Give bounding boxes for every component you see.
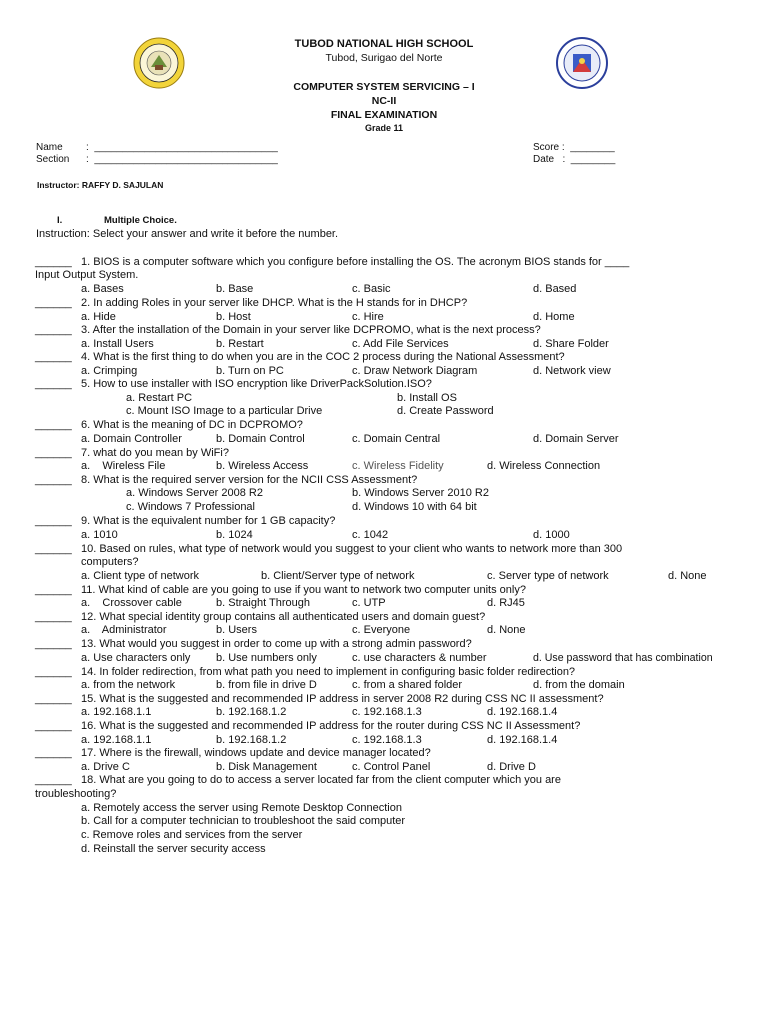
section-label: Section bbox=[36, 154, 70, 165]
exam-title: FINAL EXAMINATION bbox=[330, 109, 438, 121]
option-d: d. from the domain bbox=[533, 679, 625, 691]
option-b: b. Call for a computer technician to troubleshoot the said computer bbox=[81, 815, 406, 827]
option-d: d. 192.168.1.4 bbox=[487, 734, 558, 746]
option-b: b. Wireless Access bbox=[216, 460, 309, 472]
option-c: c. Remove roles and services from the server bbox=[81, 829, 303, 841]
option-b: b. 192.168.1.2 bbox=[216, 734, 287, 746]
option-c: c. 192.168.1.3 bbox=[352, 734, 422, 746]
instructor-name: Instructor: RAFFY D. SAJULAN bbox=[37, 180, 164, 190]
school-name: TUBOD NATIONAL HIGH SCHOOL bbox=[294, 38, 474, 50]
option-c: c. Add File Services bbox=[352, 338, 449, 350]
option-d: d. None bbox=[487, 624, 526, 636]
question-text: 13. What would you suggest in order to come up with a strong admin password? bbox=[81, 638, 472, 650]
question-text-continued: Input Output System. bbox=[35, 269, 139, 281]
answer-blank[interactable]: ______ bbox=[35, 638, 72, 650]
answer-blank[interactable]: ______ bbox=[35, 351, 72, 363]
option-c: c. Wireless Fidelity bbox=[352, 460, 444, 472]
option-c: c. Basic bbox=[352, 283, 391, 295]
option-a: a. Install Users bbox=[81, 338, 154, 350]
option-b: b. Users bbox=[216, 624, 257, 636]
answer-blank[interactable]: ______ bbox=[35, 256, 72, 268]
option-a: a. Hide bbox=[81, 311, 116, 323]
score-field[interactable]: Score : ________ bbox=[533, 142, 615, 153]
answer-blank[interactable]: ______ bbox=[35, 611, 72, 623]
answer-blank[interactable]: ______ bbox=[35, 474, 72, 486]
option-d: d. Drive D bbox=[487, 761, 536, 773]
question-text: 8. What is the required server version for the NCII CSS Assessment? bbox=[81, 474, 418, 486]
option-d: d. Wireless Connection bbox=[487, 460, 601, 472]
option-d: d. Share Folder bbox=[533, 338, 609, 350]
option-b: b. Turn on PC bbox=[216, 365, 284, 377]
option-d: d. Domain Server bbox=[533, 433, 619, 445]
question-text: 9. What is the equivalent number for 1 GB capacity? bbox=[81, 515, 336, 527]
question-text: 17. Where is the firewall, windows update and device manager located? bbox=[81, 747, 431, 759]
option-a: a. Domain Controller bbox=[81, 433, 182, 445]
instruction-text: Instruction: Select your answer and write it before the number. bbox=[36, 228, 339, 240]
option-d: d. Reinstall the server security access bbox=[81, 843, 266, 855]
question-text: 18. What are you going to do to access a server located far from the client computer which you are bbox=[81, 774, 561, 786]
option-a: a. Restart PC bbox=[126, 392, 193, 404]
answer-blank[interactable]: ______ bbox=[35, 297, 72, 309]
option-b: b. Domain Control bbox=[216, 433, 305, 445]
answer-blank[interactable]: ______ bbox=[35, 693, 72, 705]
option-d: d. RJ45 bbox=[487, 597, 525, 609]
option-b: b. Client/Server type of network bbox=[261, 570, 415, 582]
option-c: c. 1042 bbox=[352, 529, 389, 541]
school-address: Tubod, Surigao del Norte bbox=[325, 52, 443, 64]
option-b: b. Disk Management bbox=[216, 761, 317, 773]
answer-blank[interactable]: ______ bbox=[35, 324, 72, 336]
option-d: d. Create Password bbox=[397, 405, 494, 417]
option-a: a. Drive C bbox=[81, 761, 130, 773]
date-field[interactable]: Date : ________ bbox=[533, 154, 616, 165]
option-b: b. Base bbox=[216, 283, 254, 295]
option-a: a. 1010 bbox=[81, 529, 118, 541]
question-text: 1. BIOS is a computer software which you configure before installing the OS. The acronym BIOS stands for ____ bbox=[81, 256, 630, 268]
subject-title: COMPUTER SYSTEM SERVICING – I bbox=[293, 81, 475, 93]
option-c: c. Domain Central bbox=[352, 433, 441, 445]
option-d: d. 1000 bbox=[533, 529, 570, 541]
question-text: 14. In folder redirection, from what path you need to implement in configuring basic folder redirection? bbox=[81, 666, 576, 678]
option-a: a. Bases bbox=[81, 283, 124, 295]
question-text: 6. What is the meaning of DC in DCPROMO? bbox=[81, 419, 303, 431]
answer-blank[interactable]: ______ bbox=[35, 720, 72, 732]
option-a: a. 192.168.1.1 bbox=[81, 734, 152, 746]
option-d: d. None bbox=[668, 570, 707, 582]
option-c: c. Mount ISO Image to a particular Drive bbox=[126, 405, 323, 417]
option-a: a. Windows Server 2008 R2 bbox=[126, 487, 263, 499]
option-b: b. Install OS bbox=[397, 392, 457, 404]
option-c: c. Control Panel bbox=[352, 761, 431, 773]
question-text: 16. What is the suggested and recommended IP address for the router during CSS NC II Assessment? bbox=[81, 720, 581, 732]
option-b: b. Windows Server 2010 R2 bbox=[352, 487, 489, 499]
question-text: 2. In adding Roles in your server like DHCP. What is the H stands for in DHCP? bbox=[81, 297, 468, 309]
option-c: c. Server type of network bbox=[487, 570, 609, 582]
option-d: d. Network view bbox=[533, 365, 611, 377]
name-label: Name bbox=[36, 142, 63, 153]
option-c: c. UTP bbox=[352, 597, 386, 609]
name-field[interactable]: : _________________________________ bbox=[86, 142, 278, 153]
option-a: a. Crossover cable bbox=[81, 597, 182, 609]
answer-blank[interactable]: ______ bbox=[35, 543, 72, 555]
option-b: b. Use numbers only bbox=[216, 652, 317, 664]
option-a: a. Client type of network bbox=[81, 570, 200, 582]
option-b: b. from file in drive D bbox=[216, 679, 317, 691]
option-a: a. Crimping bbox=[81, 365, 138, 377]
answer-blank[interactable]: ______ bbox=[35, 747, 72, 759]
option-c: c. Draw Network Diagram bbox=[352, 365, 478, 377]
option-a: a. from the network bbox=[81, 679, 176, 691]
option-a: a. Wireless File bbox=[81, 460, 166, 472]
section-field[interactable]: : _________________________________ bbox=[86, 154, 278, 165]
question-text-continued: computers? bbox=[81, 556, 139, 568]
answer-blank[interactable]: ______ bbox=[35, 584, 72, 596]
option-d: d. Use password that has combination bbox=[533, 652, 713, 664]
question-text-continued: troubleshooting? bbox=[35, 788, 117, 800]
answer-blank[interactable]: ______ bbox=[35, 447, 72, 459]
option-c: c. Everyone bbox=[352, 624, 411, 636]
question-text: 3. After the installation of the Domain in your server like DCPROMO, what is the next process? bbox=[81, 324, 541, 336]
option-b: b. 192.168.1.2 bbox=[216, 706, 287, 718]
question-text: 5. How to use installer with ISO encryption like DriverPackSolution.ISO? bbox=[81, 378, 432, 390]
option-c: c. 192.168.1.3 bbox=[352, 706, 422, 718]
option-c: c. use characters & number bbox=[352, 652, 487, 664]
answer-blank[interactable]: ______ bbox=[35, 419, 72, 431]
question-text: 15. What is the suggested and recommended IP address in server 2008 R2 during CSS NC II assessment? bbox=[81, 693, 604, 705]
answer-blank[interactable]: ______ bbox=[35, 774, 72, 786]
option-b: b. Restart bbox=[216, 338, 264, 350]
option-d: d. Based bbox=[533, 283, 577, 295]
option-a: a. Remotely access the server using Remote Desktop Connection bbox=[81, 802, 402, 814]
answer-blank[interactable]: ______ bbox=[35, 666, 72, 678]
option-b: b. Straight Through bbox=[216, 597, 310, 609]
option-d: d. Windows 10 with 64 bit bbox=[352, 501, 477, 513]
question-text: 12. What special identity group contains all authenticated users and domain guest? bbox=[81, 611, 486, 623]
question-text: 11. What kind of cable are you going to use if you want to network two computer units only? bbox=[81, 584, 526, 596]
option-b: b. Host bbox=[216, 311, 251, 323]
question-text: 10. Based on rules, what type of network would you suggest to your client who wants to network more than 300 bbox=[81, 543, 623, 555]
option-c: c. Hire bbox=[352, 311, 384, 323]
section-title: Multiple Choice. bbox=[104, 215, 177, 226]
grade-title: Grade 11 bbox=[364, 123, 404, 133]
question-text: 4. What is the first thing to do when you are in the COC 2 process during the National Assessment? bbox=[81, 351, 565, 363]
option-a: a. Use characters only bbox=[81, 652, 191, 664]
option-a: a. 192.168.1.1 bbox=[81, 706, 152, 718]
level-title: NC-II bbox=[371, 95, 397, 107]
option-d: d. 192.168.1.4 bbox=[487, 706, 558, 718]
option-c: c. from a shared folder bbox=[352, 679, 463, 691]
answer-blank[interactable]: ______ bbox=[35, 378, 72, 390]
document-header bbox=[0, 0, 768, 140]
deped-seal-logo bbox=[556, 37, 608, 89]
question-text: 7. what do you mean by WiFi? bbox=[81, 447, 229, 459]
option-d: d. Home bbox=[533, 311, 575, 323]
section-number: I. bbox=[57, 215, 63, 226]
option-b: b. 1024 bbox=[216, 529, 253, 541]
option-c: c. Windows 7 Professional bbox=[126, 501, 255, 513]
option-a: a. Administrator bbox=[81, 624, 167, 636]
answer-blank[interactable]: ______ bbox=[35, 515, 72, 527]
